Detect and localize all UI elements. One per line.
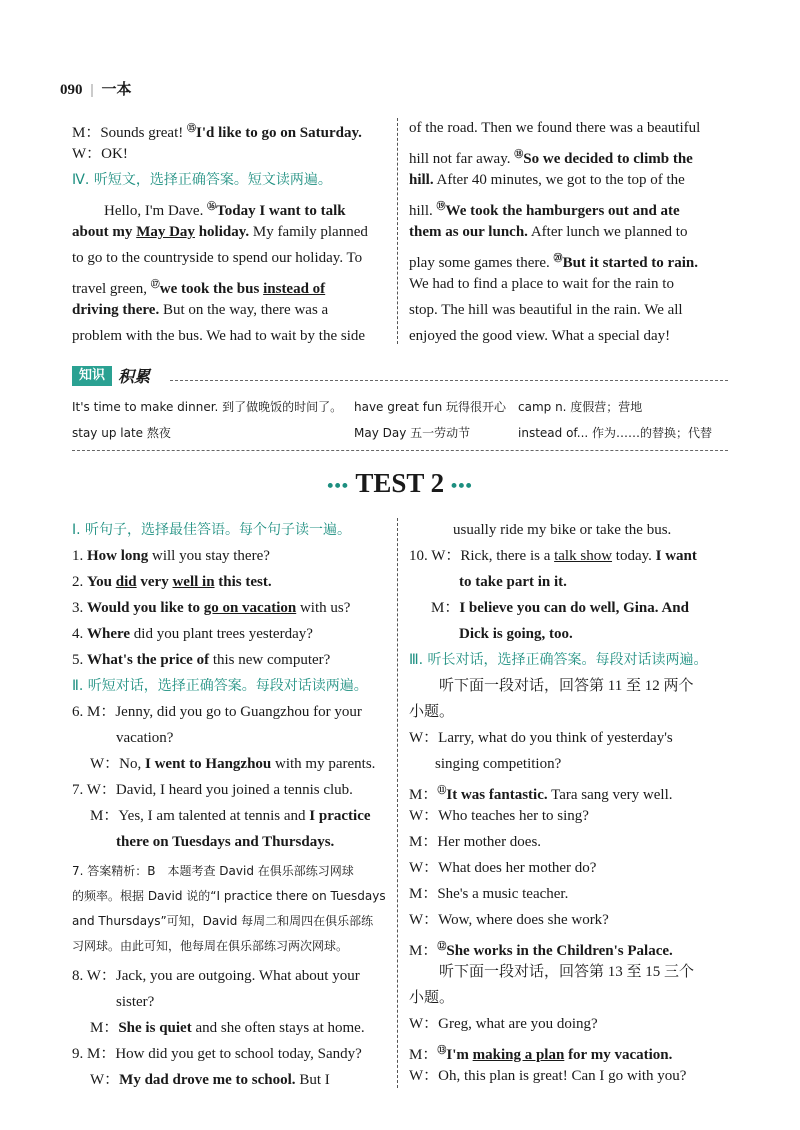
key-sentence: to take part in it. [459,574,567,590]
item-number: 5. [72,652,87,668]
circled-number: ⑪ [437,785,447,795]
circled-number: ⑱ [514,149,524,159]
knowledge-tag: 知识 [72,366,112,386]
speaker-label: M： [409,1047,438,1063]
underlined-phrase: talk show [554,548,613,564]
dialogue-text: M： [90,1020,119,1036]
dialogue-line: singing competition? [435,756,562,772]
knowledge-item: stay up late 熬夜 [72,426,171,440]
passage-text: After lunch we planned to [527,224,688,240]
item-text: will you stay there? [148,548,270,564]
dialogue-line: usually ride my bike or take the bus. [453,522,672,538]
key-sentence: I'd like to go on Saturday. [196,125,362,141]
speaker-label: M： [409,787,438,803]
bottom-right-column [409,517,729,1089]
top-right-column [409,115,727,349]
key-sentence: for my vacation. [564,1047,673,1063]
title-dots-right: ••• [450,475,473,496]
dialogue-line: M：She's a music teacher. [409,886,569,902]
key-phrase: What's the price of [87,652,210,668]
key-sentence: But it started to rain. [562,255,698,271]
underlined-phrase: well in [172,574,215,590]
page-header: 090 | 一本 [60,82,132,98]
speaker-label: M： [409,943,438,959]
passage-text: But on the way, there was a [159,302,329,318]
dialogue-text: W： [90,1072,120,1088]
dialogue-line: W：What does her mother do? [409,860,597,876]
circled-number: ⑬ [437,1045,447,1055]
circled-number: ⑲ [436,201,446,211]
item-number: 4. [72,626,87,642]
key-phrase: Would you like to [87,600,204,616]
key-sentence: We took the hamburgers out and ate [445,203,680,219]
item-number: 1. [72,548,87,564]
underlined-phrase: making a plan [472,1047,565,1063]
knowledge-item: It's time to make dinner. 到了做晚饭的时间了。 [72,400,343,414]
key-sentence: My dad drove me to school. [119,1072,296,1088]
passage-text: problem with the bus. We had to wait by the side [72,328,366,344]
key-sentence: I went to Hangzhou [145,756,272,772]
dialogue-text: 10. W：Rick, there is a [409,548,555,564]
section-heading-2: Ⅱ. 听短对话，选择正确答案。每段对话读两遍。 [72,678,368,694]
speaker-label: M： [72,125,101,141]
bottom-left-column [72,517,390,1093]
key-sentence: we took the bus [159,281,264,297]
book-name: 一本 [101,82,132,98]
knowledge-item: have great fun 玩得很开心 [354,400,507,414]
key-phrase: very [136,574,173,590]
item-number: 2. [72,574,87,590]
passage-text: hill not far away. [409,151,515,167]
instruction-text: 小题。 [409,990,455,1006]
passage-text: My family planned [249,224,368,240]
dialogue-line: W：Greg, what are you doing? [409,1016,598,1032]
dialogue-line: W：Larry, what do you think of yesterday's [409,730,673,746]
key-sentence: Dick is going, too. [459,626,573,642]
key-sentence: Today I want to talk [216,203,346,219]
dialogue-line: sister? [116,994,155,1010]
test-title [0,468,800,499]
circled-number: ⑮ [187,123,197,133]
key-sentence: So we decided to climb the [523,151,693,167]
key-sentence: I practice [309,808,371,824]
speaker-label: W： [72,146,102,162]
item-text: with us? [296,600,351,616]
underlined-phrase: did [115,574,137,590]
dialogue-line: W：Oh, this plan is great! Can I go with you? [409,1068,687,1084]
dialogue-line: 6. M：Jenny, did you go to Guangzhou for your [72,704,362,720]
item-text: this new computer? [209,652,331,668]
passage-text: stop. The hill was beautiful in the rain. We all [409,302,683,318]
note-line: 的频率。根据 David 说的“I practice there on Tuesdays [72,889,386,903]
key-sentence: there on Tuesdays and Thursdays. [116,834,335,850]
top-left-column [72,115,386,349]
dialogue-text: OK! [101,146,128,162]
key-sentence: them as our lunch. [409,224,528,240]
passage-text: After 40 minutes, we got to the top of the [433,172,685,188]
dialogue-line: vacation? [116,730,174,746]
dialogue-line: 9. M：How did you get to school today, Sandy? [72,1046,362,1062]
dialogue-line: 7. W：David, I heard you joined a tennis club. [72,782,353,798]
dialogue-text: with my parents. [271,756,376,772]
passage-text: Hello, I'm Dave. [104,203,208,219]
key-phrase: How long [87,548,149,564]
passage-text: play some games there. [409,255,554,271]
instruction-text: 听下面一段对话，回答第 13 至 15 三个 [439,964,695,980]
circled-number: ⑫ [437,941,447,951]
passage-text: hill. [409,203,437,219]
instruction-text: 听下面一段对话，回答第 11 至 12 两个 [439,678,694,694]
section-heading-1: Ⅰ. 听句子，选择最佳答语。每个句子读一遍。 [72,522,352,538]
instruction-text: 小题。 [409,704,455,720]
note-line: 习网球。由此可知，他每周在俱乐部练习两次网球。 [72,939,349,953]
column-divider [397,118,398,344]
dialogue-text: and she often stays at home. [191,1020,365,1036]
page-number: 090 [60,82,83,98]
item-number: 3. [72,600,87,616]
key-phrase: this test. [214,574,272,590]
underlined-phrase: instead of [263,281,326,297]
dialogue-line: W：Who teaches her to sing? [409,808,589,824]
key-sentence: about my [72,224,137,240]
key-sentence: She works in the Children's Palace. [446,943,673,959]
knowledge-top-rule [170,380,728,381]
circled-number: ⑯ [207,201,217,211]
key-sentence: I want [655,548,697,564]
section-heading-4: Ⅳ. 听短文，选择正确答案。短文读两遍。 [72,172,332,188]
key-phrase: You [87,574,116,590]
dialogue-line: W：Wow, where does she work? [409,912,609,928]
passage-text: enjoyed the good view. What a special day! [409,328,671,344]
key-sentence: holiday. [194,224,250,240]
passage-text: of the road. Then we found there was a beautiful [409,120,701,136]
answer-note [72,855,390,959]
underlined-phrase: May Day [136,224,195,240]
column-divider [397,518,398,1088]
key-sentence: She is quiet [118,1020,192,1036]
title-dots-left: ••• [327,475,350,496]
circled-number: ⑰ [150,279,160,289]
key-sentence: I'm [446,1047,473,1063]
dialogue-text: Tara sang very well. [547,787,673,803]
knowledge-tag-title: 积累 [118,369,151,386]
dialogue-line: 8. W：Jack, you are outgoing. What about your [72,968,360,984]
dialogue-text: But I [295,1072,330,1088]
dialogue-text: today. [612,548,656,564]
underlined-phrase: go on vacation [203,600,297,616]
dialogue-text: M：Yes, I am talented at tennis and [90,808,310,824]
key-phrase: Where [87,626,131,642]
circled-number: ⑳ [553,253,563,263]
dialogue-text: Sounds great! [100,125,187,141]
dialogue-line: M：Her mother does. [409,834,542,850]
passage-text: We had to find a place to wait for the rain to [409,276,674,292]
test-title-text: TEST 2 [355,468,445,498]
section-heading-3: Ⅲ. 听长对话，选择正确答案。每段对话读两遍。 [409,652,708,668]
note-line: 7. 答案精析：B 本题考查 David 在俱乐部练习网球 [72,864,354,878]
knowledge-item: May Day 五一劳动节 [354,426,471,440]
knowledge-item: instead of... 作为……的替换；代替 [518,426,713,440]
key-sentence: It was fantastic. [446,787,548,803]
passage-text: to go to the countryside to spend our holiday. To [72,250,363,266]
note-line: and Thursdays”可知，David 每周二和周四在俱乐部练 [72,914,374,928]
item-text: did you plant trees yesterday? [130,626,313,642]
passage-text: travel green, [72,281,151,297]
dialogue-text: W：No, [90,756,145,772]
knowledge-item: camp n. 度假营；营地 [518,400,643,414]
key-sentence: driving there. [72,302,160,318]
speaker-label: M： [431,600,460,616]
knowledge-bottom-rule [72,450,728,451]
key-sentence: hill. [409,172,434,188]
key-sentence: I believe you can do well, Gina. And [459,600,689,616]
